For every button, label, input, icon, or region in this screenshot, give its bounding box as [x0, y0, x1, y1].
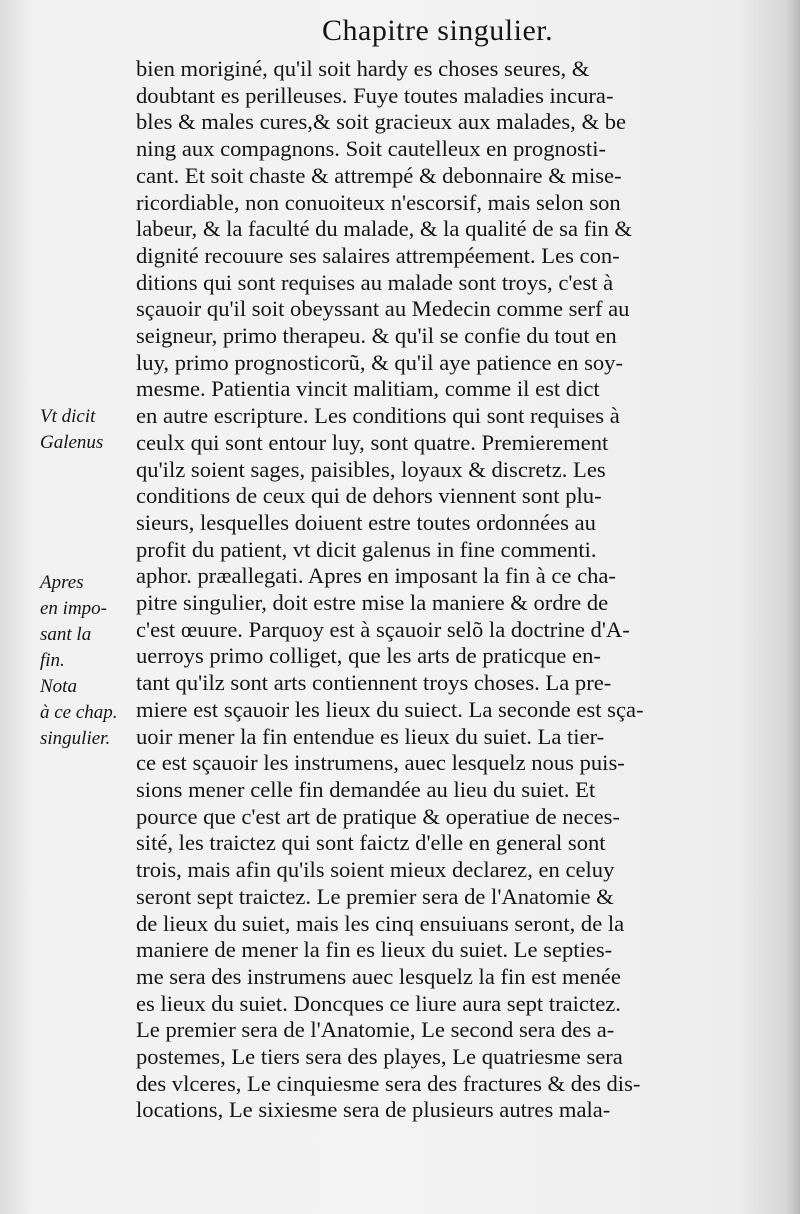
- margin-note-line: sant la: [40, 624, 92, 645]
- text-line: sçauoir qu'il soit obeyssant au Medecin comme serf au: [136, 296, 630, 322]
- text-line: ce est sçauoir les instrumens, auec lesquelz nous puis-: [136, 750, 625, 776]
- text-line: profit du patient, vt dicit galenus in fine commenti.: [136, 536, 597, 562]
- page-title: Chapitre singulier.: [322, 14, 554, 47]
- text-line: sieurs, lesquelles doiuent estre toutes ordonnées au: [136, 509, 596, 535]
- text-line: en autre escripture. Les conditions qui sont requises à: [136, 403, 620, 429]
- text-line: sité, les traictez qui sont faictz d'elle en general sont: [136, 830, 606, 856]
- text-line: conditions de ceux qui de dehors viennent sont plu-: [136, 483, 602, 509]
- text-line: tant qu'ilz sont arts contiennent troys choses. La pre-: [136, 670, 612, 696]
- text-line: bien moriginé, qu'il soit hardy es choses seures, &: [136, 56, 590, 81]
- text-line: bles & males cures,& soit gracieux aux malades, & be: [136, 109, 627, 135]
- margin-note-galenus: [40, 404, 103, 456]
- text-line: maniere de mener la fin es lieux du suiet. Le septies-: [136, 937, 613, 963]
- text-line: cant. Et soit chaste & attrempé & debonnaire & mise-: [136, 162, 622, 188]
- text-line: ning aux compagnons. Soit cautelleux en prognosti-: [136, 136, 606, 162]
- text-line: seigneur, primo therapeu. & qu'il se confie du tout en: [136, 323, 617, 349]
- margin-note-line: Nota: [40, 676, 77, 697]
- text-line: Le premier sera de l'Anatomie, Le second sera des a-: [136, 1017, 615, 1043]
- text-line: c'est œuure. Parquoy est à sçauoir selõ la doctrine d'A-: [136, 616, 630, 642]
- text-line: mesme. Patientia vincit malitiam, comme il est dict: [136, 376, 600, 402]
- text-line: ditions qui sont requises au malade sont troys, c'est à: [136, 269, 614, 295]
- text-line: labeur, & la faculté du malade, & la qualité de sa fin &: [136, 216, 632, 242]
- text-line: ceulx qui sont entour luy, sont quatre. Premierement: [136, 429, 609, 455]
- margin-note-line: fin.: [40, 650, 65, 671]
- text-line: dignité recouure ses salaires attrempéement. Les con-: [136, 242, 620, 268]
- text-line: miere est sçauoir les lieux du suiect. La seconde est sça-: [136, 696, 644, 722]
- margin-note-line: en impo-: [40, 598, 108, 619]
- text-line: es lieux du suiet. Doncques ce liure aura sept traictez.: [136, 990, 621, 1016]
- text-line: trois, mais afin qu'ils soient mieux declarez, en celuy: [136, 857, 615, 883]
- text-line: seront sept traictez. Le premier sera de l'Anatomie &: [136, 883, 614, 909]
- page-edge-shadow: [786, 0, 800, 1214]
- text-line: locations, Le sixiesme sera de plusieurs autres mala-: [136, 1097, 611, 1123]
- text-line: aphor. præallegati. Apres en imposant la fin à ce cha-: [136, 563, 616, 589]
- text-line: postemes, Le tiers sera des playes, Le quatriesme sera: [136, 1044, 623, 1070]
- text-line: qu'ilz soient sages, paisibles, loyaux & discretz. Les: [136, 456, 606, 482]
- text-line: ricordiable, non conuoiteux n'escorsif, mais selon son: [136, 189, 621, 215]
- text-line: sions mener celle fin demandée au lieu du suiet. Et: [136, 776, 596, 802]
- text-line: doubtant es perilleuses. Fuye toutes maladies incura-: [136, 82, 614, 108]
- text-line: des vlceres, Le cinquiesme sera des fractures & des dis-: [136, 1070, 641, 1096]
- text-line: uerroys primo colliget, que les arts de praticque en-: [136, 643, 601, 669]
- text-line: pource que c'est art de pratique & operatiue de neces-: [136, 803, 620, 829]
- text-line: de lieux du suiet, mais les cinq ensuiuans seront, de la: [136, 910, 625, 936]
- text-line: luy, primo prognosticorũ, & qu'il aye patience en soy-: [136, 349, 624, 375]
- margin-note-line: Vt dicit: [40, 406, 96, 427]
- text-line: me sera des instrumens auec lesquelz la fin est menée: [136, 963, 621, 989]
- margin-note-line: Galenus: [40, 432, 104, 453]
- margin-note-line: Apres: [40, 572, 84, 593]
- text-line: pitre singulier, doit estre mise la maniere & ordre de: [136, 590, 609, 616]
- margin-note-line: à ce chap.: [40, 702, 118, 723]
- body-text: [136, 56, 762, 1124]
- margin-note-apres: [40, 570, 118, 752]
- text-line: uoir mener la fin entendue es lieux du suiet. La tier-: [136, 723, 605, 749]
- margin-note-line: singulier.: [40, 728, 111, 749]
